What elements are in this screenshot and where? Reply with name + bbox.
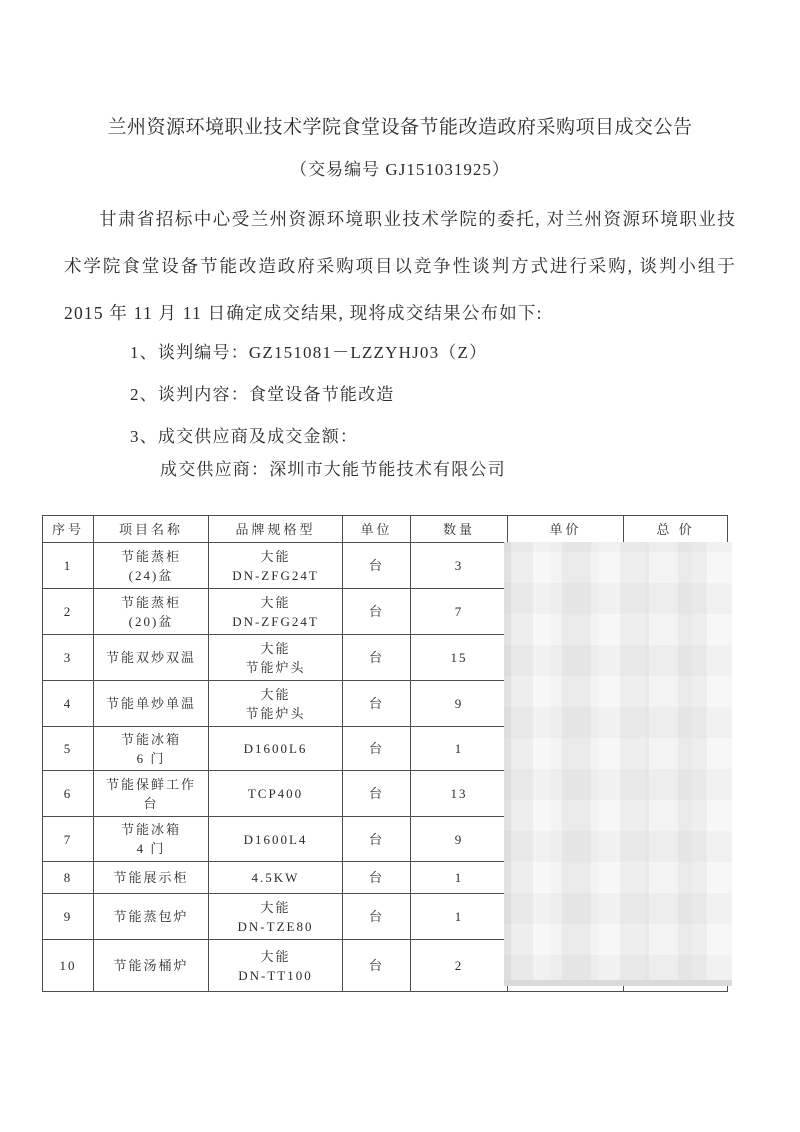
serial-cell: 3	[43, 635, 94, 681]
unit-cell: 台	[343, 681, 411, 727]
item-name-cell: 节能蒸包炉	[94, 894, 209, 940]
table-wrap	[42, 515, 728, 992]
item-name-cell: 节能保鲜工作 台	[94, 771, 209, 817]
intro-paragraph: 甘肃省招标中心受兰州资源环境职业技术学院的委托, 对兰州资源环境职业技术学院食堂设备节能改造政府采购项目以竞争性谈判方式进行采购, 谈判小组于 2015 年 11 月 11 日确定成交结果, 现将成交结果公布如下:	[64, 209, 736, 323]
document-title: 兰州资源环境职业技术学院食堂设备节能改造政府采购项目成交公告	[107, 117, 693, 138]
price-mosaic-overlay	[504, 542, 732, 986]
unit-cell: 台	[343, 727, 411, 771]
brand-spec-cell: 大能 节能炉头	[209, 635, 343, 681]
serial-cell: 7	[43, 817, 94, 862]
serial-cell: 8	[43, 862, 94, 894]
item-name-cell: 节能冰箱 4 门	[94, 817, 209, 862]
item-name-cell: 节能蒸柜 (20)盆	[94, 589, 209, 635]
column-header-4: 单位	[343, 516, 411, 543]
column-header-2: 项目名称	[94, 516, 209, 543]
quantity-cell: 9	[411, 681, 508, 727]
list-item-award-supplier-amount: 3、成交供应商及成交金额：	[130, 427, 359, 446]
unit-cell: 台	[343, 543, 411, 589]
unit-cell: 台	[343, 862, 411, 894]
unit-cell: 台	[343, 817, 411, 862]
numbered-list	[130, 332, 730, 458]
supplier-line: 成交供应商：深圳市大能节能技术有限公司	[160, 460, 506, 479]
column-header-6: 单价	[508, 516, 624, 543]
brand-spec-cell: 大能 DN-ZFG24T	[209, 543, 343, 589]
quantity-cell: 1	[411, 862, 508, 894]
serial-cell: 4	[43, 681, 94, 727]
column-header-3: 品牌规格型	[209, 516, 343, 543]
quantity-cell: 3	[411, 543, 508, 589]
quantity-cell: 9	[411, 817, 508, 862]
serial-cell: 6	[43, 771, 94, 817]
unit-cell: 台	[343, 635, 411, 681]
item-name-cell: 节能双炒双温	[94, 635, 209, 681]
quantity-cell: 1	[411, 894, 508, 940]
unit-cell: 台	[343, 894, 411, 940]
quantity-cell: 2	[411, 940, 508, 992]
quantity-cell: 15	[411, 635, 508, 681]
quantity-cell: 13	[411, 771, 508, 817]
item-name-cell: 节能冰箱 6 门	[94, 727, 209, 771]
table-header-row	[43, 516, 728, 543]
quantity-cell: 7	[411, 589, 508, 635]
list-item-negotiation-content: 2、谈判内容：食堂设备节能改造	[130, 385, 395, 404]
unit-cell: 台	[343, 771, 411, 817]
serial-cell: 2	[43, 589, 94, 635]
brand-spec-cell: 4.5KW	[209, 862, 343, 894]
unit-cell: 台	[343, 940, 411, 992]
column-header-1: 序号	[43, 516, 94, 543]
quantity-cell: 1	[411, 727, 508, 771]
item-name-cell: 节能展示柜	[94, 862, 209, 894]
item-name-cell: 节能蒸柜 (24)盆	[94, 543, 209, 589]
brand-spec-cell: 大能 DN-ZFG24T	[209, 589, 343, 635]
brand-spec-cell: D1600L4	[209, 817, 343, 862]
serial-cell: 10	[43, 940, 94, 992]
unit-cell: 台	[343, 589, 411, 635]
column-header-7: 总 价	[624, 516, 728, 543]
serial-cell: 9	[43, 894, 94, 940]
brand-spec-cell: 大能 DN-TZE80	[209, 894, 343, 940]
item-name-cell: 节能单炒单温	[94, 681, 209, 727]
brand-spec-cell: 大能 DN-TT100	[209, 940, 343, 992]
column-header-5: 数量	[411, 516, 508, 543]
brand-spec-cell: TCP400	[209, 771, 343, 817]
item-name-cell: 节能汤桶炉	[94, 940, 209, 992]
list-item-negotiation-number: 1、谈判编号：GZ151081－LZZYHJ03（Z）	[130, 343, 488, 362]
serial-cell: 1	[43, 543, 94, 589]
serial-cell: 5	[43, 727, 94, 771]
brand-spec-cell: D1600L6	[209, 727, 343, 771]
document-subtitle: （交易编号 GJ151031925）	[290, 160, 510, 179]
brand-spec-cell: 大能 节能炉头	[209, 681, 343, 727]
